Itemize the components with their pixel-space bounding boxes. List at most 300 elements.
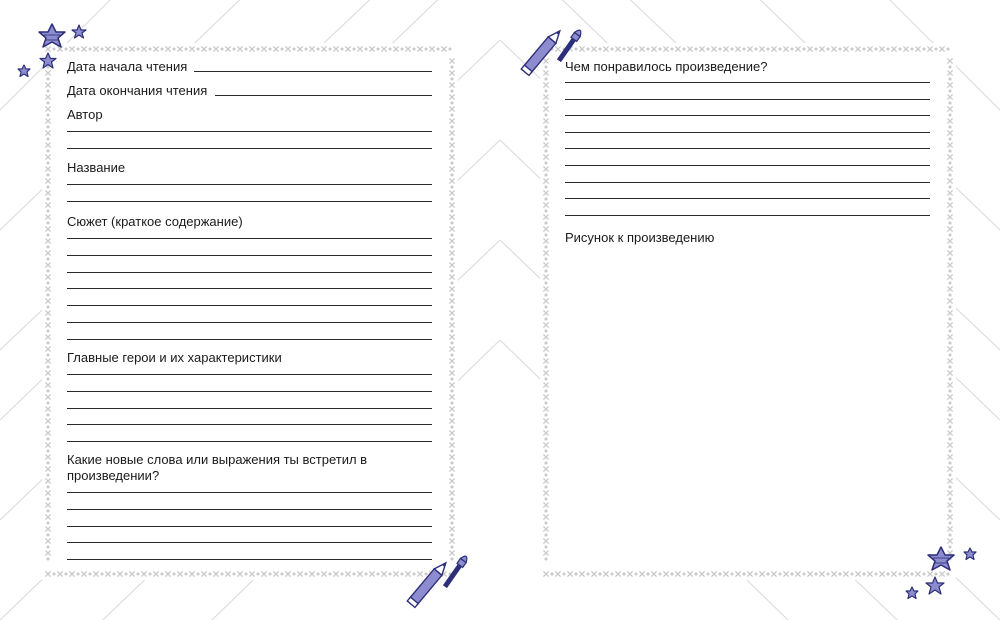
border-dot [949,174,952,177]
writing-line[interactable] [67,492,432,493]
border-dot [545,534,548,537]
border-dot [245,573,248,576]
writing-line[interactable] [67,559,432,560]
border-cross [449,142,454,147]
writing-line[interactable] [565,165,930,166]
border-dot [899,48,902,51]
border-cross [639,46,644,51]
border-dot [451,390,454,393]
border-dot [77,573,80,576]
border-dot [451,258,454,261]
border-cross [543,94,548,99]
border-dot [545,558,548,561]
border-dot [451,66,454,69]
border-dot [949,150,952,153]
border-dot [839,573,842,576]
drawing-label: Рисунок к произведению [565,230,715,245]
border-dot [47,474,50,477]
border-cross [45,262,50,267]
writing-line[interactable] [67,424,432,425]
border-cross [45,166,50,171]
start-date-label: Дата начала чтения [67,59,188,74]
border-dot [451,186,454,189]
border-dot [89,48,92,51]
border-dot [47,318,50,321]
new-words-label: Какие новые слова или выражения ты встретил в произведении? [67,452,368,483]
border-dot [353,48,356,51]
border-cross [723,46,728,51]
border-dot [647,48,650,51]
border-cross [165,571,170,576]
border-cross [249,571,254,576]
border-dot [113,48,116,51]
border-cross [543,478,548,483]
border-cross [261,46,266,51]
border-dot [341,48,344,51]
border-dot [551,573,554,576]
border-cross [567,571,572,576]
writing-line[interactable] [67,288,432,289]
border-dot [47,402,50,405]
border-cross [45,418,50,423]
border-cross [45,274,50,279]
writing-line[interactable] [565,115,930,116]
border-cross [45,478,50,483]
border-dot [47,510,50,513]
border-dot [545,246,548,249]
border-cross [543,238,548,243]
border-cross [449,310,454,315]
border-cross [81,46,86,51]
border-dot [437,48,440,51]
border-cross [165,46,170,51]
border-cross [285,46,290,51]
border-cross [947,274,952,279]
border-cross [449,118,454,123]
border-dot [47,174,50,177]
border-cross [381,46,386,51]
border-dot [47,90,50,93]
border-dot [863,48,866,51]
border-cross [369,571,374,576]
border-cross [663,571,668,576]
border-dot [449,48,452,51]
border-dot [125,48,128,51]
border-cross [543,370,548,375]
border-cross [449,334,454,339]
border-cross [543,130,548,135]
border-dot [451,270,454,273]
border-cross [213,46,218,51]
writing-line[interactable] [67,374,432,375]
border-dot [545,546,548,549]
border-dot [949,318,952,321]
border-cross [189,571,194,576]
border-cross [627,46,632,51]
border-cross [579,571,584,576]
border-dot [47,522,50,525]
border-dot [949,402,952,405]
characters-label: Главные герои и их характеристики [67,350,282,365]
border-cross [543,118,548,123]
border-dot [47,306,50,309]
border-cross [45,538,50,543]
writing-line[interactable] [565,148,930,149]
border-dot [47,414,50,417]
border-dot [47,426,50,429]
border-cross [45,310,50,315]
border-cross [543,262,548,267]
border-cross [261,571,266,576]
border-cross [543,442,548,447]
border-dot [161,573,164,576]
border-dot [911,573,914,576]
star-icon [70,24,88,40]
border-cross [675,46,680,51]
border-dot [47,294,50,297]
border-cross [879,571,884,576]
drawing-area[interactable] [565,253,930,563]
border-dot [451,414,454,417]
border-cross [45,94,50,99]
border-dot [545,486,548,489]
border-cross [947,130,952,135]
border-dot [47,282,50,285]
border-cross [81,571,86,576]
border-dot [47,150,50,153]
border-cross [45,334,50,339]
writing-line[interactable] [67,255,432,256]
border-dot [451,462,454,465]
border-cross [449,106,454,111]
border-dot [209,573,212,576]
border-cross [947,406,952,411]
border-dot [545,510,548,513]
border-cross [543,406,548,411]
border-dot [377,48,380,51]
border-dot [791,48,794,51]
border-dot [451,210,454,213]
border-cross [177,46,182,51]
border-dot [47,126,50,129]
paintbrush-icon [434,540,480,596]
border-cross [543,490,548,495]
border-dot [113,573,116,576]
border-cross [543,250,548,255]
star-icon [926,545,960,573]
border-dot [949,246,952,249]
border-dot [47,234,50,237]
writing-line[interactable] [565,215,930,216]
writing-line[interactable] [67,441,432,442]
border-cross [947,286,952,291]
writing-line[interactable] [67,391,432,392]
border-cross [45,70,50,75]
border-dot [949,498,952,501]
border-dot [707,48,710,51]
border-cross [947,310,952,315]
border-cross [105,571,110,576]
border-dot [671,573,674,576]
border-dot [451,90,454,93]
border-cross [93,46,98,51]
border-dot [245,48,248,51]
border-dot [683,48,686,51]
border-dot [599,573,602,576]
writing-line[interactable] [67,408,432,409]
border-dot [719,573,722,576]
border-cross [947,214,952,219]
border-dot [545,258,548,261]
border-cross [45,130,50,135]
writing-line[interactable] [565,198,930,199]
writing-line[interactable] [565,132,930,133]
border-cross [615,46,620,51]
border-cross [45,466,50,471]
border-cross [543,571,548,576]
border-cross [711,46,716,51]
border-dot [545,450,548,453]
border-cross [795,571,800,576]
end-date-label: Дата окончания чтения [67,83,208,98]
border-dot [451,246,454,249]
border-cross [57,571,62,576]
border-cross [783,46,788,51]
border-dot [949,258,952,261]
border-dot [451,402,454,405]
writing-line[interactable] [67,305,432,306]
border-cross [449,82,454,87]
border-dot [451,138,454,141]
border-dot [451,150,454,153]
border-dot [451,102,454,105]
border-cross [555,571,560,576]
border-dot [185,573,188,576]
border-cross [297,46,302,51]
border-dot [803,48,806,51]
border-dot [451,162,454,165]
border-dot [401,48,404,51]
border-cross [687,571,692,576]
border-dot [173,573,176,576]
title-field-line[interactable] [67,184,432,185]
border-dot [47,78,50,81]
border-cross [45,106,50,111]
border-dot [137,48,140,51]
border-dot [197,573,200,576]
border-dot [923,48,926,51]
border-dot [353,573,356,576]
writing-line[interactable] [67,238,432,239]
border-dot [125,573,128,576]
border-cross [117,571,122,576]
border-cross [45,214,50,219]
border-dot [317,573,320,576]
border-cross [449,478,454,483]
border-cross [543,298,548,303]
border-cross [285,571,290,576]
writing-line[interactable] [565,82,930,83]
border-dot [949,366,952,369]
border-dot [545,498,548,501]
border-dot [425,48,428,51]
border-dot [257,48,260,51]
border-dot [53,573,56,576]
border-dot [545,270,548,273]
writing-line[interactable] [67,526,432,527]
border-dot [635,573,638,576]
border-cross [45,238,50,243]
border-cross [675,571,680,576]
border-cross [947,442,952,447]
border-dot [451,234,454,237]
border-dot [949,102,952,105]
writing-line[interactable] [565,182,930,183]
border-cross [45,322,50,327]
border-cross [543,214,548,219]
border-dot [815,48,818,51]
border-dot [949,162,952,165]
border-cross [947,202,952,207]
writing-line[interactable] [565,99,930,100]
border-cross [891,571,896,576]
border-dot [47,342,50,345]
border-cross [449,370,454,375]
border-cross [405,46,410,51]
border-cross [543,166,548,171]
border-dot [949,66,952,69]
border-cross [543,190,548,195]
border-dot [47,462,50,465]
border-cross [45,571,50,576]
border-dot [305,573,308,576]
border-cross [357,571,362,576]
border-cross [947,58,952,63]
border-dot [451,534,454,537]
border-cross [449,274,454,279]
border-dot [779,48,782,51]
border-cross [449,454,454,459]
border-cross [45,250,50,255]
border-cross [947,154,952,159]
border-dot [815,573,818,576]
border-cross [45,394,50,399]
border-dot [47,546,50,549]
star-icon [904,586,920,600]
border-dot [47,246,50,249]
border-cross [903,46,908,51]
border-cross [429,46,434,51]
border-dot [451,426,454,429]
writing-line[interactable] [67,272,432,273]
border-cross [45,502,50,507]
border-dot [659,48,662,51]
border-dot [683,573,686,576]
border-dot [587,573,590,576]
border-dot [647,573,650,576]
border-cross [543,142,548,147]
author-field-line[interactable] [67,131,432,132]
border-cross [927,46,932,51]
border-dot [451,330,454,333]
border-cross [819,46,824,51]
border-dot [173,48,176,51]
border-cross [273,46,278,51]
border-dot [949,330,952,333]
border-cross [449,358,454,363]
border-cross [947,106,952,111]
border-dot [731,48,734,51]
border-dot [451,198,454,201]
writing-line[interactable] [67,339,432,340]
border-cross [947,118,952,123]
border-cross [843,571,848,576]
border-cross [45,178,50,183]
border-cross [795,46,800,51]
writing-line[interactable] [67,542,432,543]
border-dot [949,186,952,189]
border-cross [45,514,50,519]
border-dot [65,573,68,576]
author-field-line[interactable] [67,148,432,149]
border-cross [213,571,218,576]
writing-line[interactable] [67,509,432,510]
border-cross [321,46,326,51]
border-dot [545,210,548,213]
border-cross [449,94,454,99]
border-cross [45,382,50,387]
border-cross [393,46,398,51]
border-dot [611,573,614,576]
border-cross [105,46,110,51]
border-cross [449,58,454,63]
border-dot [949,474,952,477]
border-cross [449,70,454,75]
border-dot [949,438,952,441]
border-cross [759,46,764,51]
border-dot [545,474,548,477]
border-dot [887,573,890,576]
border-dot [755,48,758,51]
border-cross [417,46,422,51]
border-dot [47,486,50,489]
border-cross [687,46,692,51]
writing-line[interactable] [67,322,432,323]
border-dot [545,342,548,345]
end-date-field[interactable] [215,95,432,96]
border-cross [225,571,230,576]
border-dot [545,426,548,429]
border-cross [891,46,896,51]
border-dot [451,486,454,489]
border-cross [45,454,50,459]
border-dot [341,573,344,576]
border-dot [329,48,332,51]
title-label: Название [67,160,126,175]
border-dot [47,102,50,105]
border-cross [699,571,704,576]
border-cross [543,178,548,183]
border-dot [451,342,454,345]
border-cross [947,166,952,171]
border-cross [947,250,952,255]
start-date-field[interactable] [194,71,432,72]
title-field-line[interactable] [67,201,432,202]
border-dot [77,48,80,51]
border-cross [45,370,50,375]
border-dot [545,162,548,165]
border-dot [161,48,164,51]
